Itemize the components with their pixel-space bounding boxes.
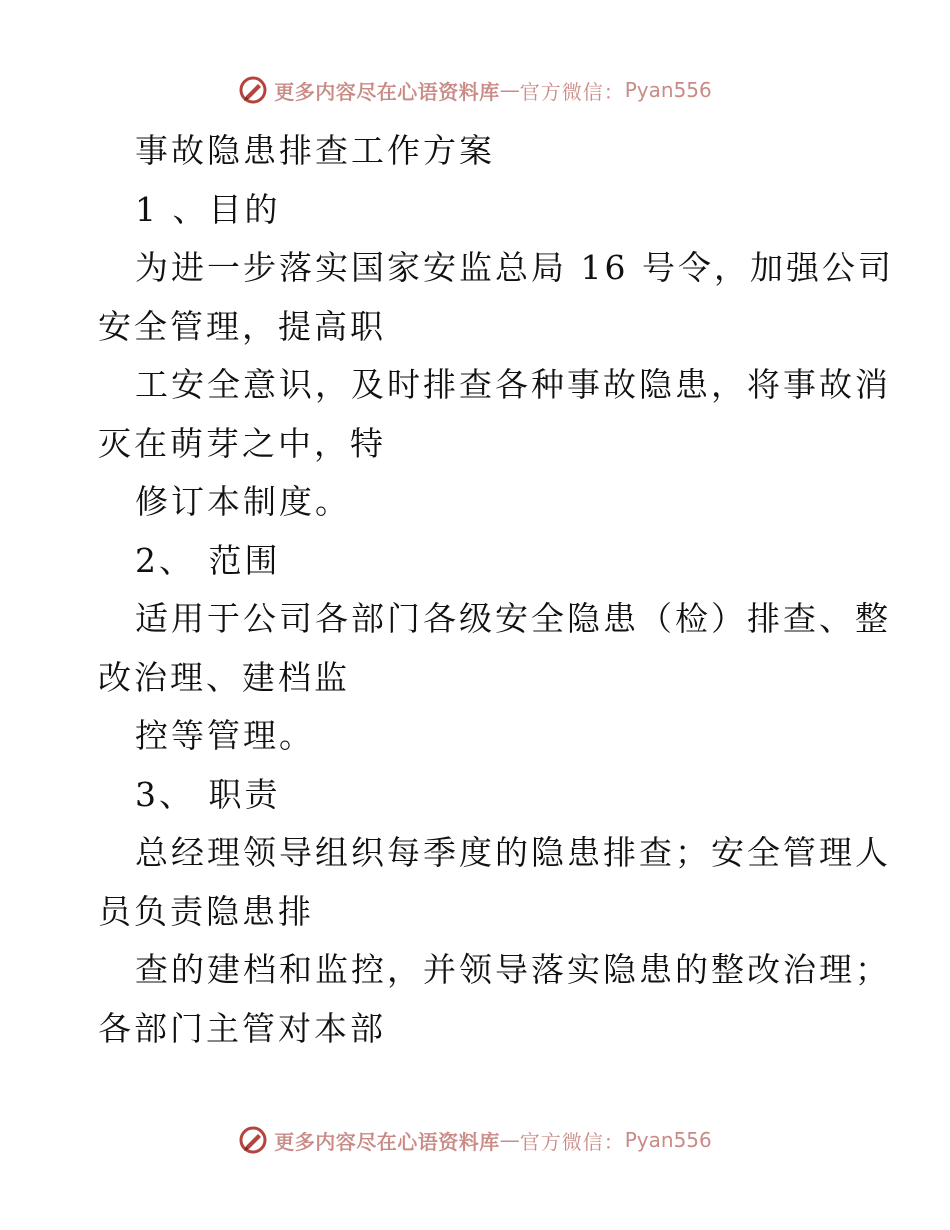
text-line: 2、 范围 (135, 540, 281, 580)
text-line: 安全管理，提高职 (98, 306, 386, 346)
text-line: 工安全意识，及时排查各种事故隐患，将事故消 (135, 365, 891, 404)
watermark-brand: 更多内容尽在心语资料库 (274, 79, 500, 104)
text-line: 查的建档和监控，并领导落实隐患的整改治理； (135, 950, 891, 989)
watermark-brand: 更多内容尽在心语资料库 (274, 1129, 500, 1154)
text-line: 各部门主管对本部 (98, 1008, 386, 1048)
text-line: 为进一步落实国家安监总局 16 号令，加强公司 (135, 248, 894, 287)
footer-watermark (0, 1120, 950, 1160)
text-line: 灭在萌芽之中，特 (98, 423, 386, 463)
watermark-separator: — (499, 78, 520, 102)
document-body (98, 122, 894, 1058)
pen-logo-icon (238, 1125, 268, 1155)
text-line: 总经理领导组织每季度的隐患排查；安全管理人 (135, 833, 891, 872)
watermark-wechat-id: Pyan556 (624, 1128, 712, 1152)
text-line: 1 、目的 (135, 189, 281, 229)
text-line: 3、 职责 (135, 774, 281, 814)
watermark-wechat-label: 官方微信： (519, 79, 625, 104)
text-line: 改治理、建档监 (98, 657, 350, 697)
header-watermark (0, 70, 950, 110)
watermark-wechat-id: Pyan556 (624, 78, 712, 102)
watermark-separator: — (499, 1128, 520, 1152)
text-line: 事故隐患排查工作方案 (135, 131, 495, 170)
text-line: 修订本制度。 (135, 482, 351, 521)
text-line: 适用于公司各部门各级安全隐患（检）排查、整 (135, 599, 891, 638)
text-line: 员负责隐患排 (98, 891, 314, 931)
pen-logo-icon (238, 75, 268, 105)
watermark-wechat-label: 官方微信： (519, 1129, 625, 1154)
text-line: 控等管理。 (135, 716, 315, 755)
